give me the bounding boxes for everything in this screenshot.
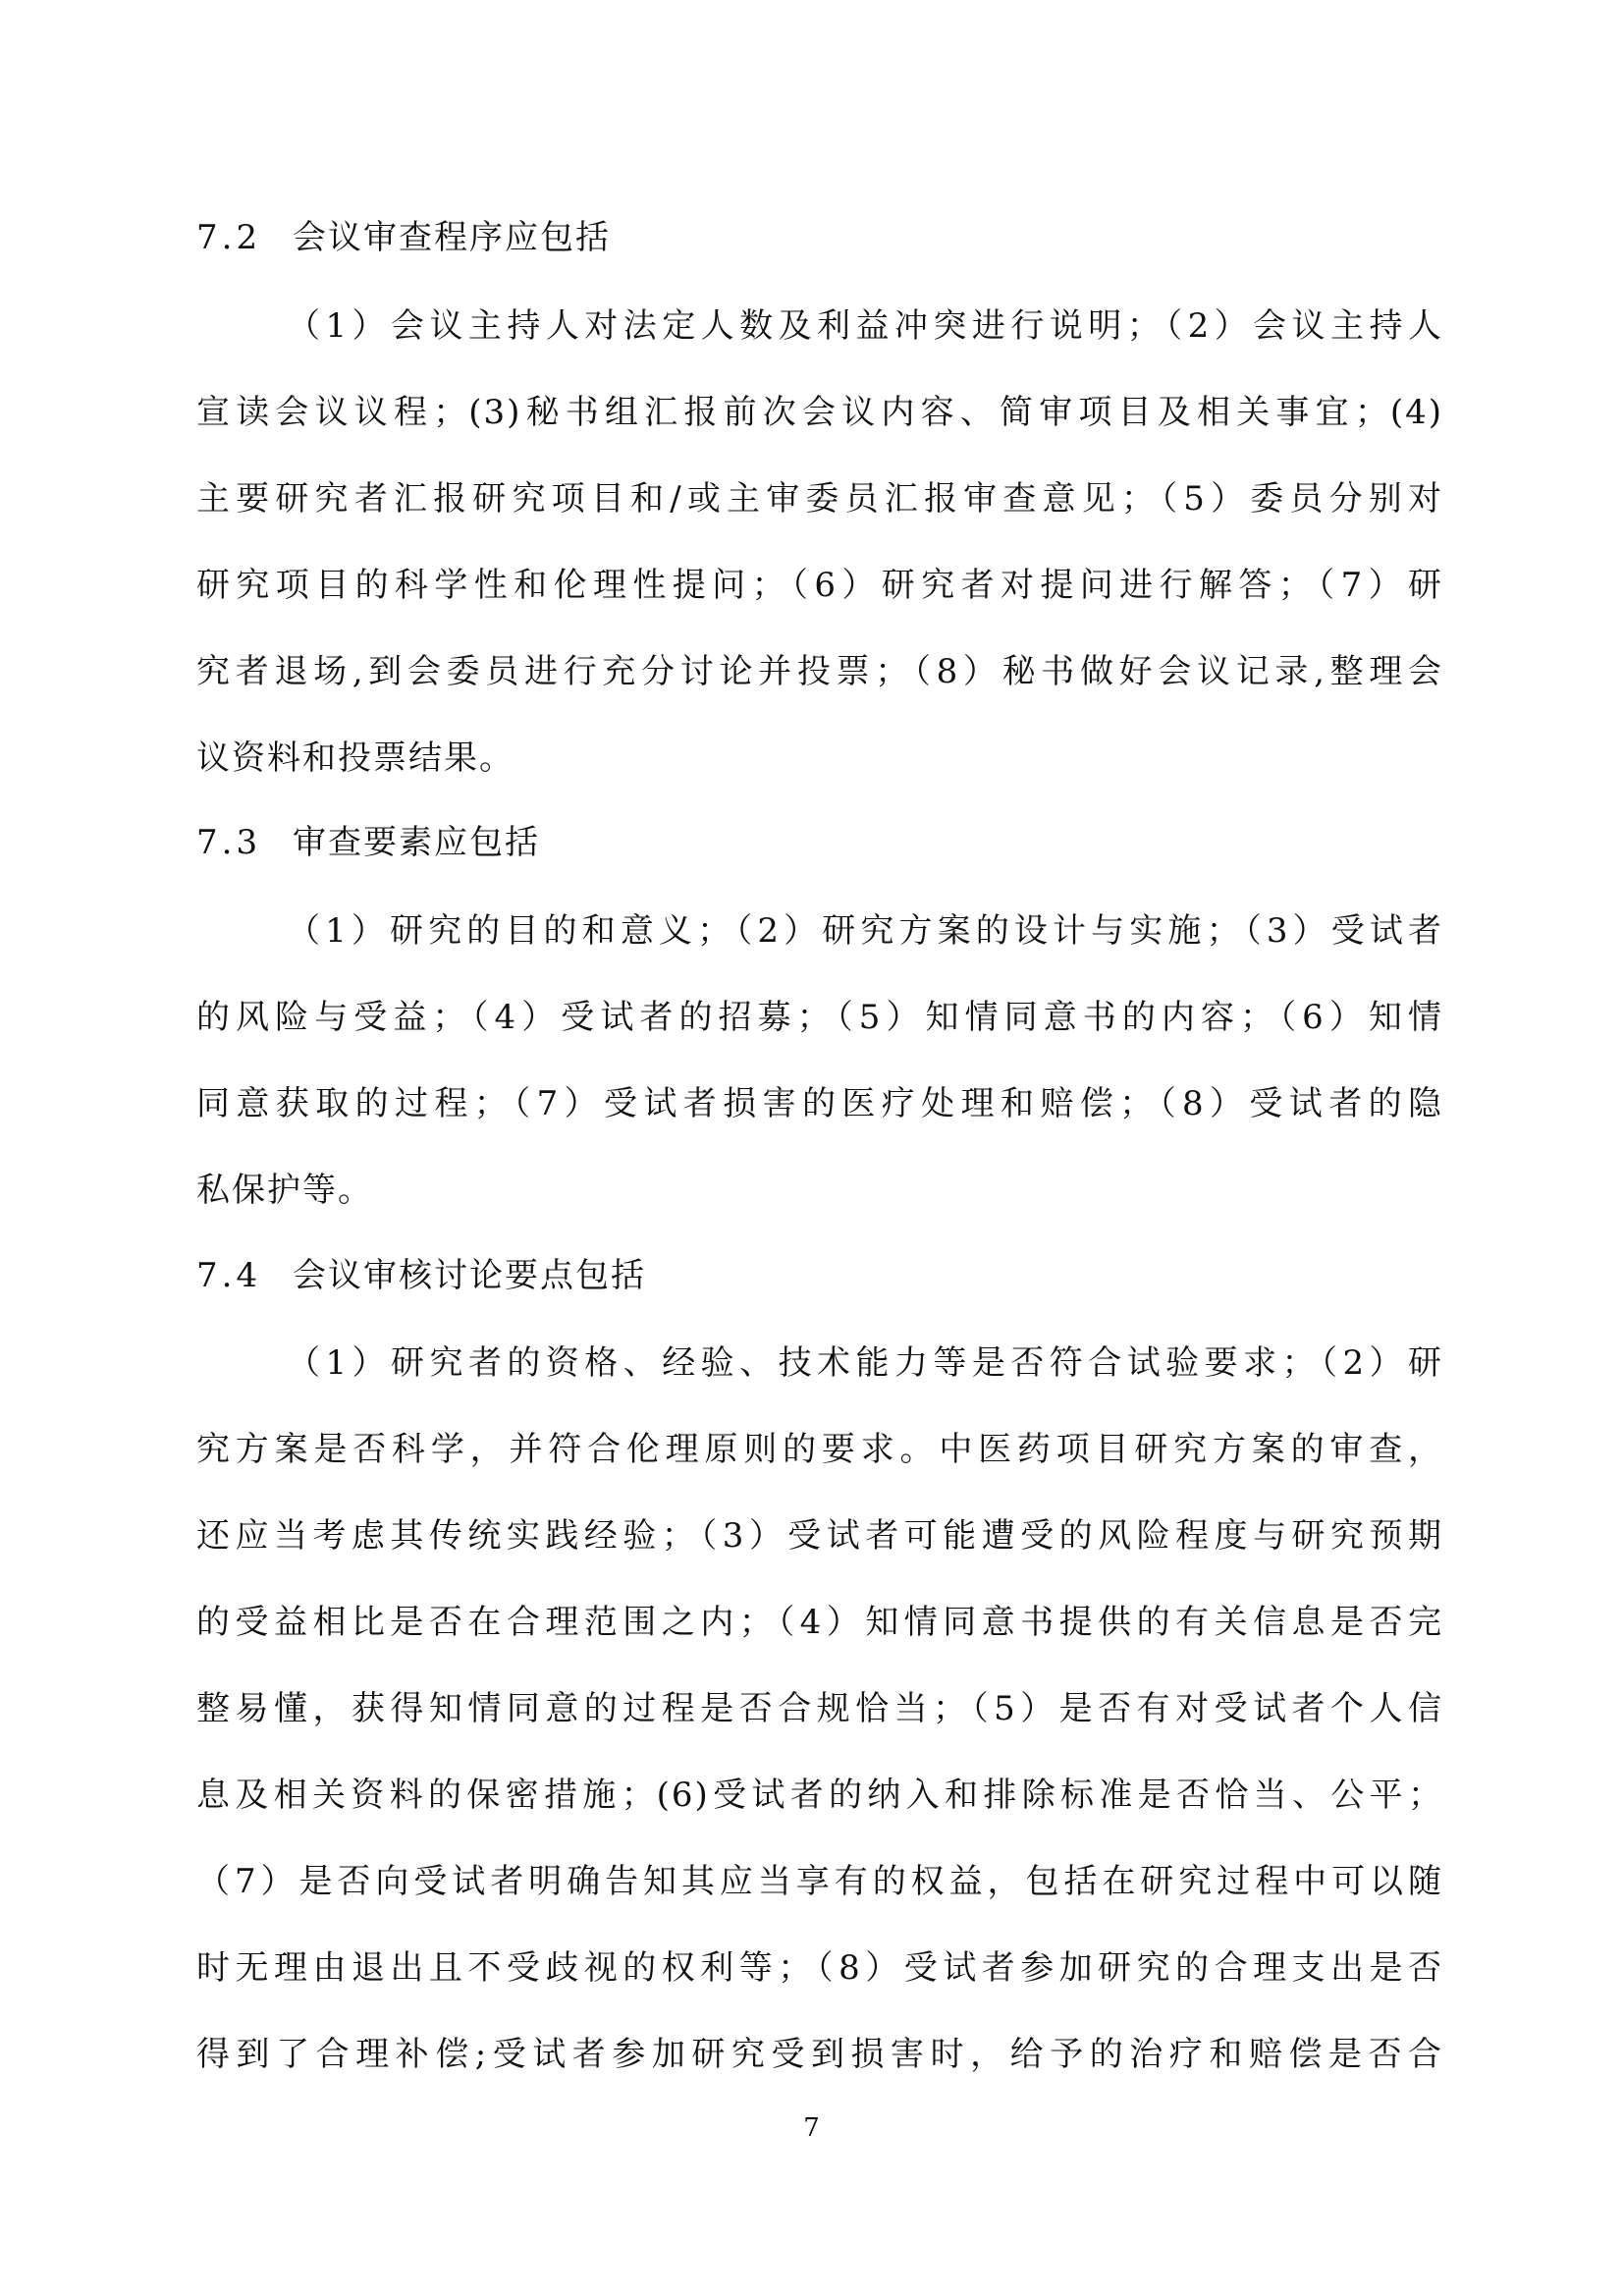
section-heading-7-3 [196, 821, 540, 864]
paragraph-line: （7）是否向受试者明确告知其应当享有的权益，包括在研究过程中可以随 [196, 1862, 1443, 1901]
paragraph-line: 还应当考虑其传统实践经验；（3）受试者可能遭受的风险程度与研究预期 [196, 1516, 1443, 1556]
paragraph-line: 得到了合理补偿;受试者参加研究受到损害时，给予的治疗和赔偿是否合 [196, 2035, 1443, 2074]
paragraph-line: 息及相关资料的保密措施；(6)受试者的纳入和排除标准是否恰当、公平； [196, 1776, 1443, 1815]
page-number: 7 [803, 2113, 820, 2143]
paragraph-line: 宣读会议议程；(3)秘书组汇报前次会议内容、简审项目及相关事宜；(4) [196, 393, 1443, 432]
paragraph-line: 主要研究者汇报研究项目和/或主审委员汇报审查意见；（5）委员分别对 [196, 479, 1443, 519]
paragraph-line: （1）研究者的资格、经验、技术能力等是否符合试验要求；（2）研 [287, 1343, 1443, 1383]
section-title: 会议审核讨论要点包括 [293, 1256, 646, 1295]
paragraph-line: 究方案是否科学，并符合伦理原则的要求。中医药项目研究方案的审查， [196, 1430, 1443, 1469]
section-number: 7.4 [196, 1256, 262, 1295]
paragraph-line: 同意获取的过程；（7）受试者损害的医疗处理和赔偿；（8）受试者的隐 [196, 1084, 1443, 1123]
section-title: 审查要素应包括 [293, 823, 540, 862]
paragraph-line: 的风险与受益；（4）受试者的招募；（5）知情同意书的内容；（6）知情 [196, 998, 1443, 1037]
paragraph-line: 的受益相比是否在合理范围之内；（4）知情同意书提供的有关信息是否完 [196, 1603, 1443, 1642]
section-heading-7-2 [196, 216, 611, 259]
paragraph-line: （1）研究的目的和意义；（2）研究方案的设计与实施；（3）受试者 [287, 911, 1443, 951]
paragraph-line: 私保护等。 [196, 1171, 373, 1210]
section-number: 7.2 [196, 218, 262, 257]
paragraph-line: 时无理由退出且不受歧视的权利等；（8）受试者参加研究的合理支出是否 [196, 1948, 1443, 1988]
section-title: 会议审查程序应包括 [293, 218, 611, 257]
paragraph-line: （1）会议主持人对法定人数及利益冲突进行说明；（2）会议主持人 [287, 306, 1443, 346]
paragraph-line: 研究项目的科学性和伦理性提问；（6）研究者对提问进行解答；（7）研 [196, 566, 1443, 605]
paragraph-line: 议资料和投票结果。 [196, 738, 514, 778]
paragraph-line: 究者退场,到会委员进行充分讨论并投票；（8）秘书做好会议记录,整理会 [196, 652, 1443, 691]
section-number: 7.3 [196, 823, 262, 862]
paragraph-line: 整易懂，获得知情同意的过程是否合规恰当；（5）是否有对受试者个人信 [196, 1689, 1443, 1728]
section-heading-7-4 [196, 1254, 646, 1297]
